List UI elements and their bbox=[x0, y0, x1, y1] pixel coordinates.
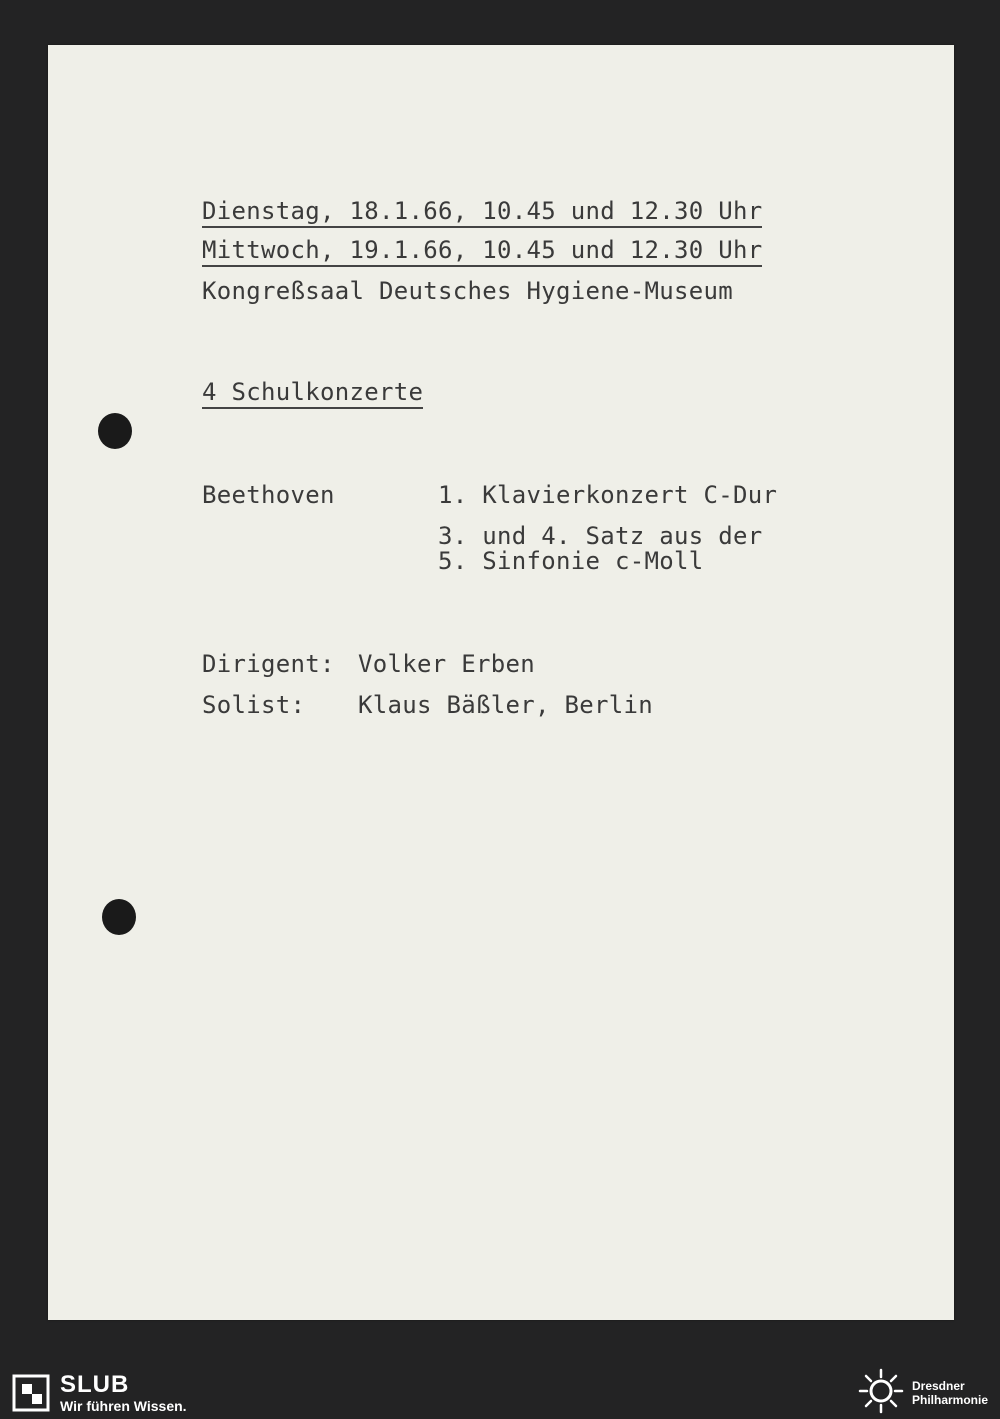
philharmonie-branding bbox=[858, 1370, 988, 1416]
program-item: 5. Sinfonie c-Moll bbox=[438, 547, 704, 575]
program-item: 1. Klavierkonzert C-Dur bbox=[438, 481, 778, 509]
document-page bbox=[48, 45, 954, 1320]
soloist-name: Klaus Bäßler, Berlin bbox=[358, 691, 653, 719]
slub-logo-icon bbox=[12, 1374, 50, 1412]
date-line-tuesday: Dienstag, 18.1.66, 10.45 und 12.30 Uhr bbox=[202, 197, 762, 228]
punch-hole-bottom bbox=[102, 899, 136, 935]
program-item: 3. und 4. Satz aus der bbox=[438, 522, 763, 550]
slub-tagline: Wir führen Wissen. bbox=[60, 1397, 187, 1414]
conductor-label: Dirigent: bbox=[202, 650, 335, 678]
conductor-name: Volker Erben bbox=[358, 650, 535, 678]
philharmonie-name-line-1: Dresdner bbox=[911, 1378, 965, 1393]
slub-name: SLUB bbox=[60, 1371, 130, 1399]
venue: Kongreßsaal Deutsches Hygiene-Museum bbox=[202, 277, 733, 305]
date-line-wednesday: Mittwoch, 19.1.66, 10.45 und 12.30 Uhr bbox=[202, 236, 762, 267]
soloist-label: Solist: bbox=[202, 691, 306, 719]
punch-hole-top bbox=[98, 413, 132, 449]
slub-branding bbox=[12, 1370, 187, 1416]
philharmonie-name-line-2: Philharmonie bbox=[911, 1393, 988, 1407]
composer: Beethoven bbox=[202, 481, 335, 509]
philharmonie-logo-icon bbox=[858, 1368, 904, 1419]
series-title: 4 Schulkonzerte bbox=[202, 378, 423, 409]
